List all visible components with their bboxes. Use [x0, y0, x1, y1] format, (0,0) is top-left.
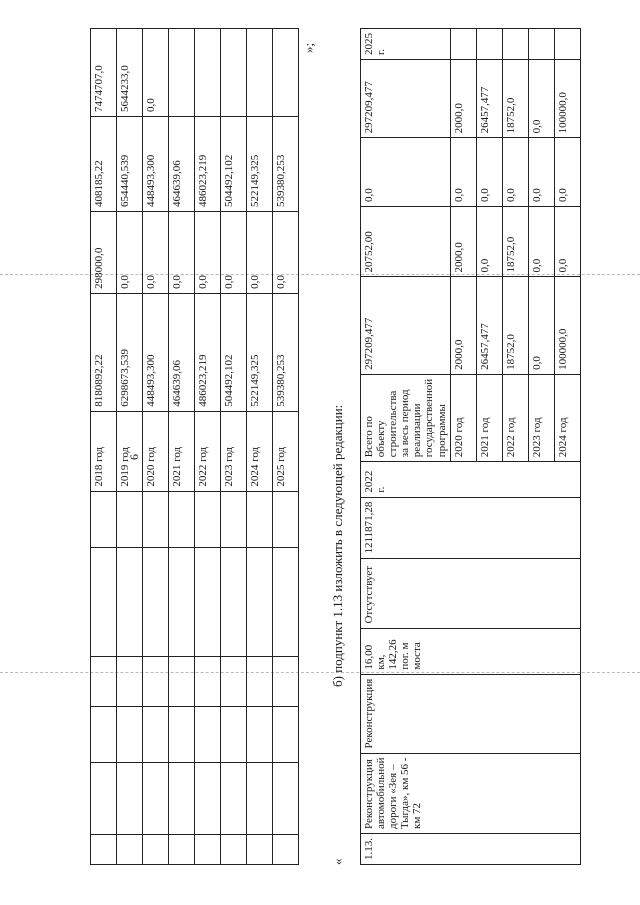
empty-cell [143, 547, 169, 657]
empty-cell [143, 707, 169, 763]
empty-cell [221, 835, 247, 865]
table-cell: 0,0 [169, 211, 195, 293]
item-cell: 0,0 [502, 138, 528, 207]
item-cell: 100000,0 [554, 60, 580, 138]
table-cell: 7474707,0 [91, 29, 117, 117]
item-cell: 2021 год [476, 374, 502, 461]
empty-cell [91, 763, 117, 835]
item-cell: 0,0 [528, 277, 554, 374]
table-cell: 486023,219 [195, 117, 221, 212]
empty-cell [195, 707, 221, 763]
table-cell [273, 29, 299, 117]
empty-cell [117, 763, 143, 835]
table-cell [195, 29, 221, 117]
empty-cell [195, 657, 221, 707]
table-cell: 0,0 [117, 211, 143, 293]
table-cell: 2019 год [117, 411, 143, 491]
empty-cell [169, 547, 195, 657]
table-cell: 2018 год [91, 411, 117, 491]
table-cell: 448493,300 [143, 293, 169, 411]
table-cell [169, 29, 195, 117]
empty-cell [273, 491, 299, 547]
table-row [169, 29, 195, 865]
empty-cell [247, 707, 273, 763]
empty-cell [143, 835, 169, 865]
table-cell: 0,0 [221, 211, 247, 293]
empty-cell [195, 835, 221, 865]
empty-cell [143, 491, 169, 547]
table-cell: 5644233,0 [117, 29, 143, 117]
table-cell [221, 29, 247, 117]
table-cell: 448493,300 [143, 117, 169, 212]
table-row [273, 29, 299, 865]
table-row [247, 29, 273, 865]
empty-cell [273, 707, 299, 763]
item-object: Реконструкция автомобильной дороги «Зея – Тыгда», км 56 - км 72 [361, 753, 581, 833]
item-end-year: 2025 г. [361, 29, 451, 60]
table-cell: 522149,325 [247, 117, 273, 212]
item-cell: 2024 год [554, 374, 580, 461]
table-cell: 539380,253 [273, 117, 299, 212]
amendment-caption: б) подпункт 1.13 изложить в следующей редакции: [330, 404, 345, 687]
item-cell: 26457,477 [476, 277, 502, 374]
item-cell: 2022 год [502, 374, 528, 461]
empty-cell [273, 547, 299, 657]
empty-cell [195, 547, 221, 657]
item-cell: 18752,0 [502, 207, 528, 277]
item-cell: 2000,0 [450, 277, 476, 374]
table-cell: 504492,102 [221, 117, 247, 212]
empty-cell [247, 657, 273, 707]
table-cell: 408185,22 [91, 117, 117, 212]
empty-cell [221, 763, 247, 835]
table-cell: 0,0 [143, 211, 169, 293]
item-cell: 0,0 [528, 138, 554, 207]
item-cell: 0,0 [476, 207, 502, 277]
empty-cell [91, 491, 117, 547]
empty-cell [528, 29, 554, 60]
table-cell: 8180892,22 [91, 293, 117, 411]
item-capacity: 16,00 км, 142,26 пог. м моста [361, 628, 581, 674]
empty-cell [91, 707, 117, 763]
table-cell: 2022 год [195, 411, 221, 491]
table-cell: 6298673,539 [117, 293, 143, 411]
item-cell: 0,0 [528, 60, 554, 138]
table-cell [247, 29, 273, 117]
item-cell: 20752,00 [361, 207, 451, 277]
item-cell: 2000,0 [450, 207, 476, 277]
empty-cell [450, 29, 476, 60]
empty-cell [247, 547, 273, 657]
empty-cell [221, 547, 247, 657]
item-cell: 100000,0 [554, 277, 580, 374]
item-cell: 2020 год [450, 374, 476, 461]
table-cell: 2024 год [247, 411, 273, 491]
table-cell: 486023,219 [195, 293, 221, 411]
opening-quote: « [330, 858, 345, 865]
empty-cell [221, 491, 247, 547]
empty-cell [195, 763, 221, 835]
empty-cell [554, 29, 580, 60]
table-cell: 464639,06 [169, 117, 195, 212]
table-cell: 0,0 [273, 211, 299, 293]
empty-cell [247, 835, 273, 865]
empty-cell [117, 707, 143, 763]
item-cell: 0,0 [476, 138, 502, 207]
funding-table-continued [90, 28, 299, 865]
empty-cell [91, 835, 117, 865]
empty-cell [143, 657, 169, 707]
item-cell: 18752,0 [502, 277, 528, 374]
closing-quote: »; [301, 42, 316, 53]
table-row [91, 29, 117, 865]
item-1-13-table [360, 28, 581, 865]
item-cell: 0,0 [554, 207, 580, 277]
table-cell: 0,0 [247, 211, 273, 293]
empty-cell [273, 835, 299, 865]
empty-cell [247, 491, 273, 547]
empty-cell [169, 491, 195, 547]
item-cell: 297209,477 [361, 277, 451, 374]
table-cell: 298000,0 [91, 211, 117, 293]
table-cell: 539380,253 [273, 293, 299, 411]
item-value: Отсутствует [361, 558, 581, 628]
empty-cell [195, 491, 221, 547]
empty-cell [247, 763, 273, 835]
empty-cell [221, 707, 247, 763]
item-cell: 0,0 [450, 138, 476, 207]
item-cell: 0,0 [528, 207, 554, 277]
empty-cell [117, 491, 143, 547]
table-cell: 2025 год [273, 411, 299, 491]
page-number: 6 [127, 454, 141, 460]
item-cost: 1211871,28 [361, 497, 581, 558]
empty-cell [502, 29, 528, 60]
table-row [117, 29, 143, 865]
empty-cell [91, 547, 117, 657]
item-cell: Всего по объекту строительства за весь период реализации государственной программы [361, 374, 451, 461]
table-cell: 0,0 [143, 29, 169, 117]
empty-cell [273, 657, 299, 707]
item-start-year: 2022 г. [361, 462, 581, 497]
empty-cell [273, 763, 299, 835]
item-cell: 0,0 [361, 138, 451, 207]
item-cell: 2023 год [528, 374, 554, 461]
empty-cell [91, 657, 117, 707]
item-cell: 297209,477 [361, 60, 451, 138]
table-cell: 504492,102 [221, 293, 247, 411]
empty-cell [169, 835, 195, 865]
table-cell: 522149,325 [247, 293, 273, 411]
table-cell: 2023 год [221, 411, 247, 491]
item-total-row [361, 29, 451, 865]
item-cell: 18752,0 [502, 60, 528, 138]
table-cell: 464639,06 [169, 293, 195, 411]
empty-cell [169, 657, 195, 707]
empty-cell [117, 657, 143, 707]
empty-cell [143, 763, 169, 835]
table-row [221, 29, 247, 865]
table-cell: 0,0 [195, 211, 221, 293]
item-cell: 2000,0 [450, 60, 476, 138]
table-row [195, 29, 221, 865]
item-number: 1.13. [361, 834, 581, 865]
table-cell: 654440,539 [117, 117, 143, 212]
table-row [143, 29, 169, 865]
empty-cell [117, 835, 143, 865]
empty-cell [476, 29, 502, 60]
item-cell: 26457,477 [476, 60, 502, 138]
empty-cell [221, 657, 247, 707]
empty-cell [117, 547, 143, 657]
empty-cell [169, 707, 195, 763]
item-cell: 0,0 [554, 138, 580, 207]
item-work-type: Реконструкция [361, 674, 581, 753]
table-cell: 2021 год [169, 411, 195, 491]
table-cell: 2020 год [143, 411, 169, 491]
empty-cell [169, 763, 195, 835]
